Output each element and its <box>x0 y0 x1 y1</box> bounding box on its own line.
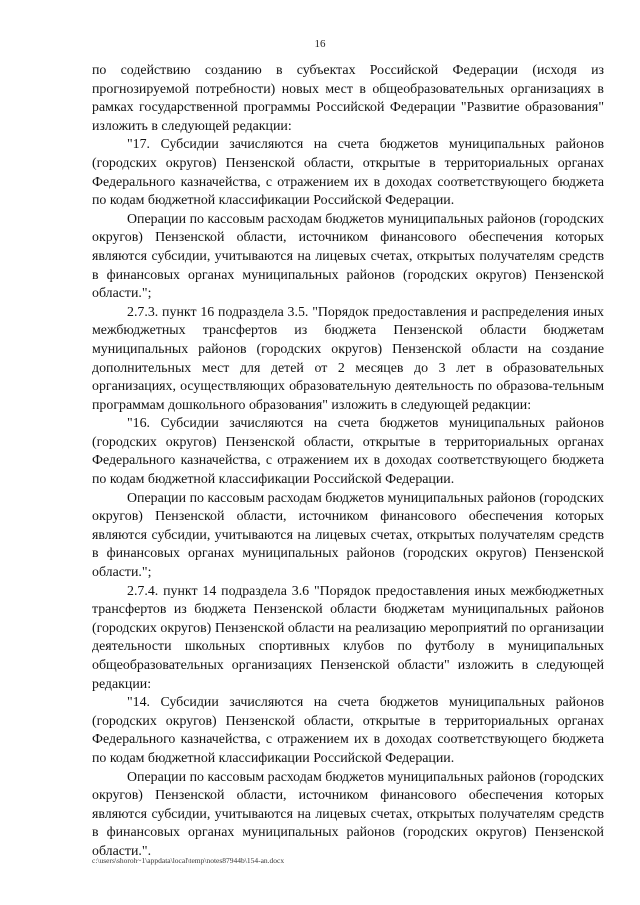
paragraph: "14. Субсидии зачисляются на счета бюджетов муниципальных районов (городских округов) Пензенской области, открытые в территориальных органах Федерального казначейства, с отражением их в доходах соответствующего бюджета по кодам бюджетной классификации Российской Федерации. <box>92 695 604 766</box>
page-number: 16 <box>314 38 326 50</box>
paragraph: "17. Субсидии зачисляются на счета бюджетов муниципальных районов (городских округов) Пензенской области, открытые в территориальных органах Федерального казначейства, с отражением их в доходах соответствующего бюджета по кодам бюджетной классификации Российской Федерации. <box>92 137 604 209</box>
document-body <box>92 62 604 862</box>
paragraph: Операции по кассовым расходам бюджетов муниципальных районов (городских округов) Пензенской области, источником финансового обеспечения которых являются субсидии, учитываются на лицевых счетах, открытых получателям средств в финансовых органах муниципальных районов (городских округов) Пензенской области."; <box>92 211 604 302</box>
paragraph: "16. Субсидии зачисляются на счета бюджетов муниципальных районов (городских округов) Пензенской области, открытые в территориальных органах Федерального казначейства, с отражением их в доходах соответствующего бюджета по кодам бюджетной классификации Российской Федерации. <box>92 416 604 488</box>
paragraph: по содействию созданию в субъектах Российской Федерации (исходя из прогнозируемой потребности) новых мест в общеобразовательных организациях в рамках государственной программы Российской Федерации "Развитие образования" изложить в следующей редакции: <box>92 63 604 134</box>
paragraph: 2.7.4. пункт 14 подраздела 3.6 "Порядок предоставления иных межбюджетных трансфертов из бюджета Пензенской области бюджетам муниципальных районов (городских округов) Пензенской области на реализацию мероприятий по организации деятельности школьных спортивных клубов по футболу в муниципальных общеобразовательных организациях Пензенской области" изложить в следующей редакции: <box>92 583 604 692</box>
paragraph: Операции по кассовым расходам бюджетов муниципальных районов (городских округов) Пензенской области, источником финансового обеспечения которых являются субсидии, учитываются на лицевых счетах, открытых получателям средств в финансовых органах муниципальных районов (городских округов) Пензенской области.". <box>92 769 604 859</box>
footer-file-path: c:\users\shoroh~1\appdata\local\temp\notes87944b\154-an.docx <box>92 856 285 865</box>
paragraph: Операции по кассовым расходам бюджетов муниципальных районов (городских округов) Пензенской области, источником финансового обеспечения которых являются субсидии, учитываются на лицевых счетах, открытых получателям средств в финансовых органах муниципальных районов (городских округов) Пензенской области."; <box>92 490 604 581</box>
paragraph: 2.7.3. пункт 16 подраздела 3.5. "Порядок предоставления и распределения иных межбюджетных трансфертов из бюджета Пензенской области бюджетам муниципальных районов (городских округов) Пензенской области на создание дополнительных мест для детей от 2 месяцев до 3 лет в образовательных организациях, осуществляющих образовательную деятельность по образова-тельным программам дошкольного образования" изложить в следующей редакции: <box>92 304 604 413</box>
